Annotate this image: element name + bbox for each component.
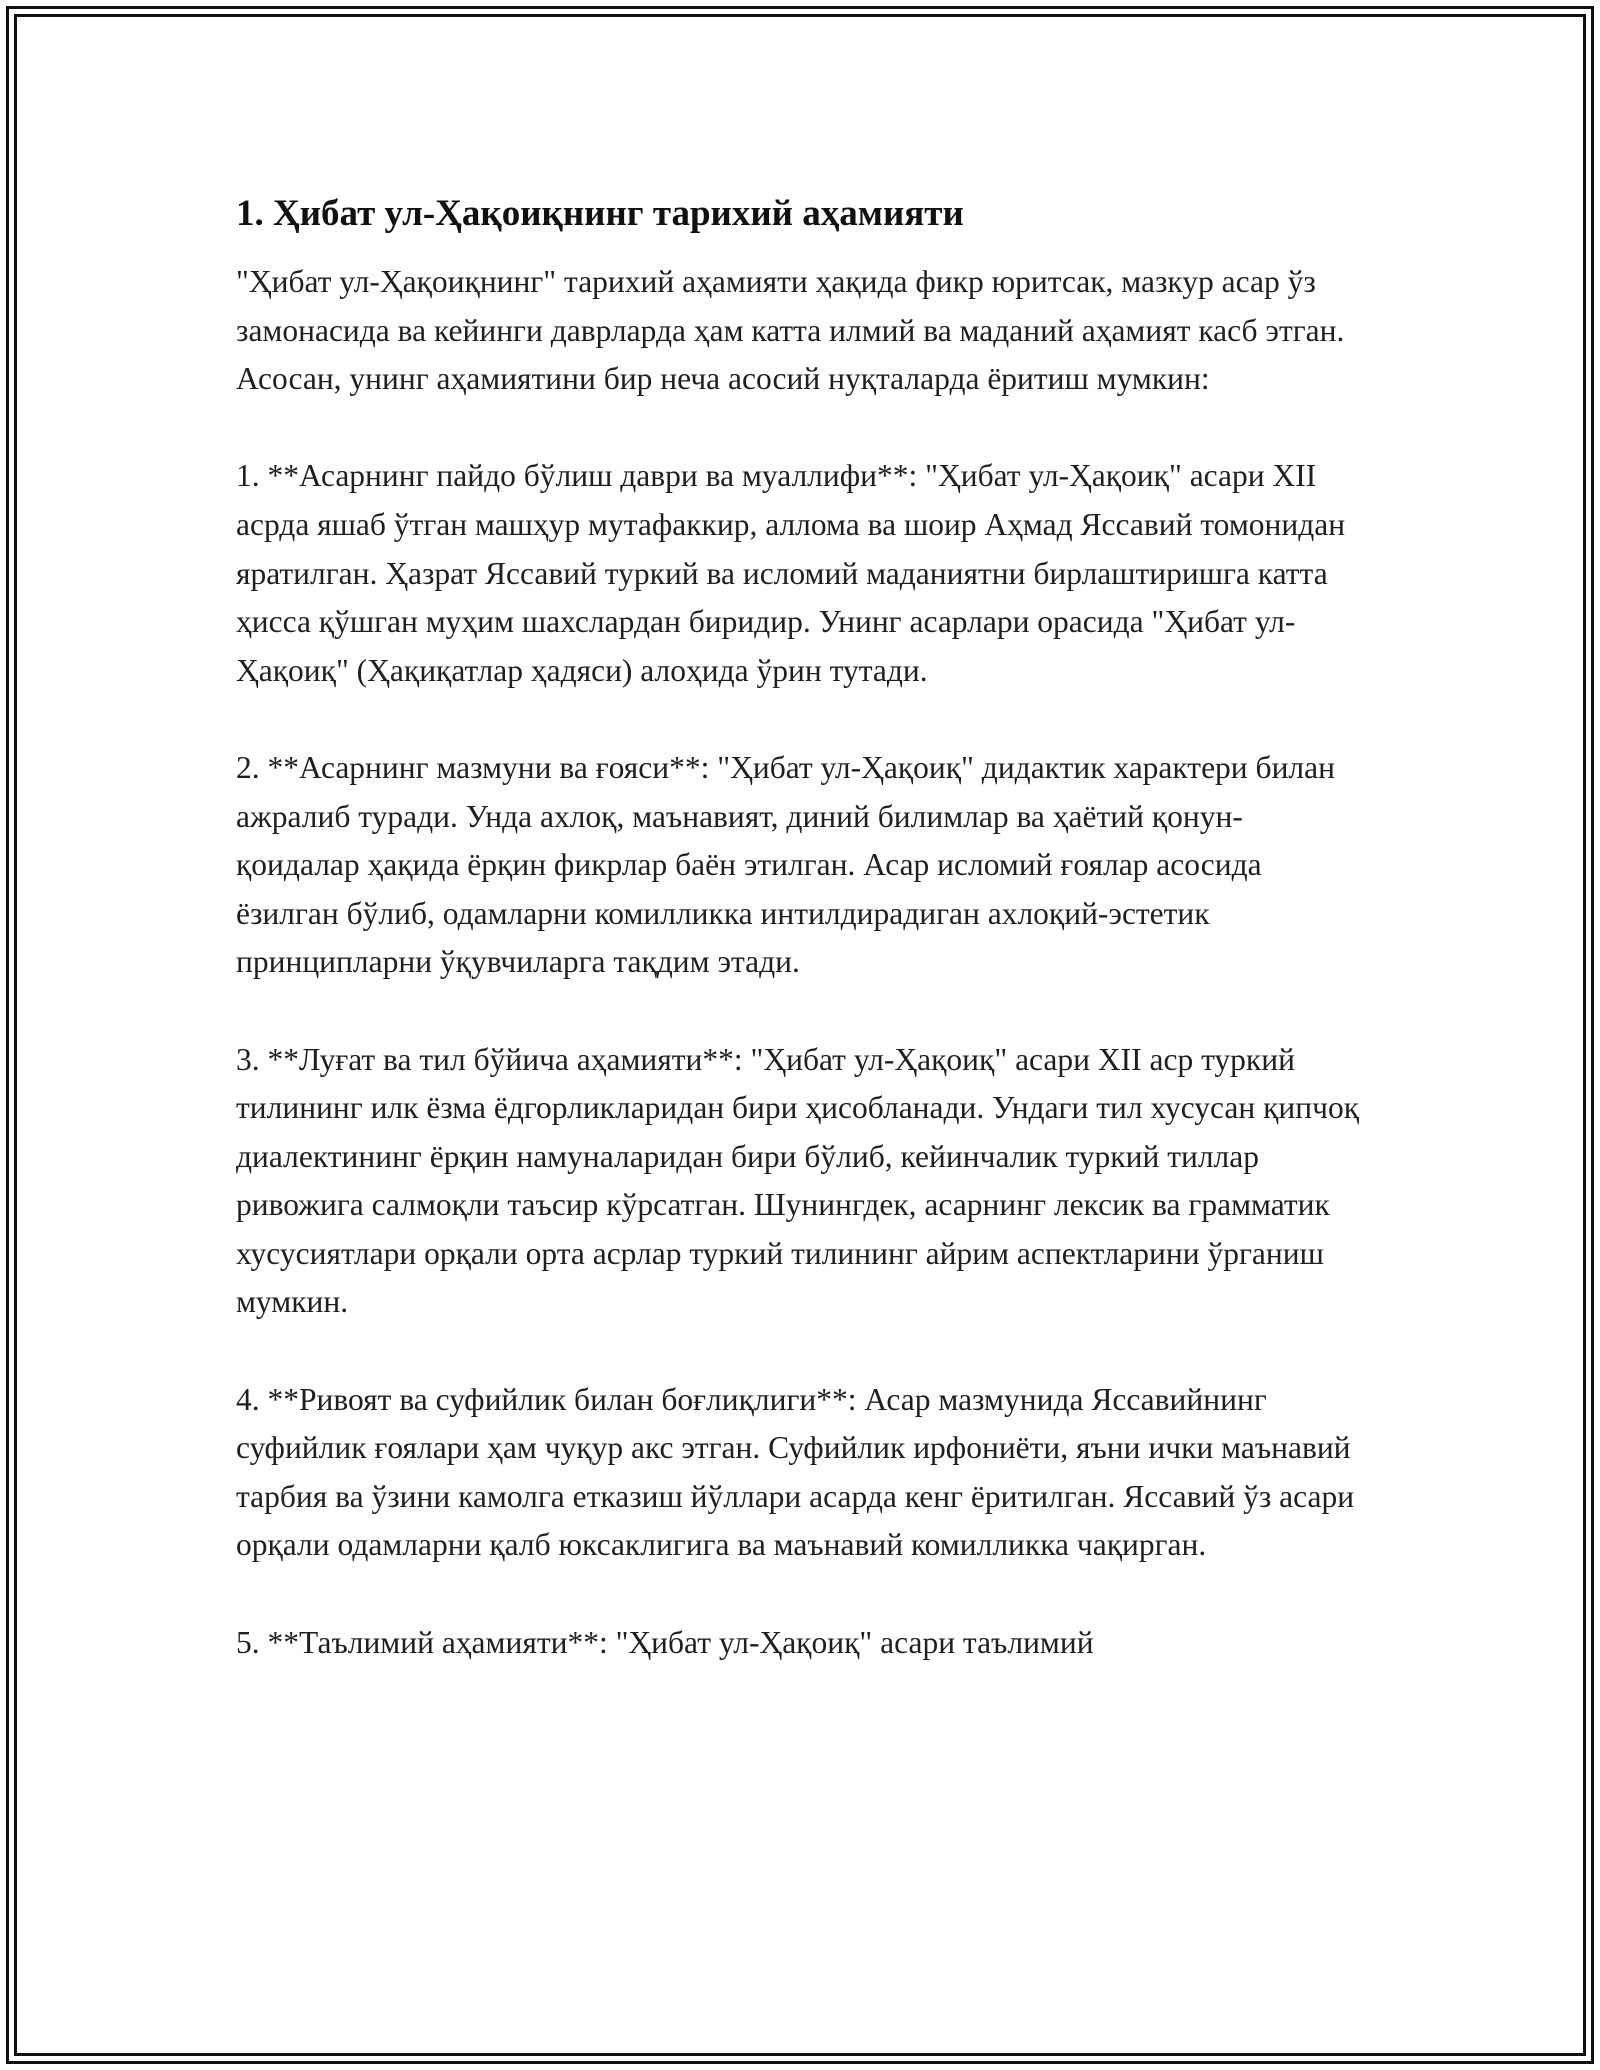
- list-item-4: 4. **Ривоят ва суфийлик билан боғлиқлиги**: Асар мазмунида Яссавийнинг суфийлик ғоялари ҳам чуқур акс этган. Суфийлик ирфониёти, яъни ички маънавий тарбия ва ўзини камолга етказиш йўллари асарда кенг ёритилган. Яссавий ўз асари орқали одамларни қалб юксаклигига ва маънавий комилликка чақирган.: [236, 1381, 1355, 1563]
- list-item-5: 5. **Таълимий аҳамияти**: "Ҳибат ул-Ҳақоиқ" асари таълимий: [236, 1624, 1094, 1660]
- section-heading: 1. Ҳибат ул-Ҳақоиқнинг тарихий аҳамияти: [236, 193, 964, 234]
- list-item-3: 3. **Луғат ва тил бўйича аҳамияти**: "Ҳибат ул-Ҳақоиқ" асари XII аср туркий тилининг илк ёзма ёдгорликларидан бири ҳисобланади. Ундаги тил хусусан қипчоқ диалектининг ёрқин намуналаридан бири бўлиб, кейинчалик туркий тиллар ривожига салмоқли таъсир кўрсатган. Шунингдек, асарнинг лексик ва грамматик хусусиятлари орқали орта асрлар туркий тилининг айрим аспектларини ўрганиш мумкин.: [236, 1041, 1360, 1320]
- intro-paragraph: "Ҳибат ул-Ҳақоиқнинг" тарихий аҳамияти ҳақида фикр юритсак, мазкур асар ўз замонасида ва кейинги даврларда ҳам катта илмий ва маданий аҳамият касб этган. Асосан, унинг аҳамиятини бир неча асосий нуқталарда ёритиш мумкин:: [236, 264, 1345, 397]
- list-item-1: 1. **Асарнинг пайдо бўлиш даври ва муаллифи**: "Ҳибат ул-Ҳақоиқ" асари XII асрда яшаб ўтган машҳур мутафаккир, аллома ва шоир Аҳмад Яссавий томонидан яратилган. Ҳазрат Яссавий туркий ва исломий маданиятни бирлаштиришга катта ҳисса қўшган муҳим шахслардан биридир. Унинг асарлари орасида "Ҳибат ул-Ҳақоиқ" (Ҳақиқатлар ҳадяси) алоҳида ўрин тутади.: [236, 458, 1346, 688]
- list-item-2: 2. **Асарнинг мазмуни ва ғояси**: "Ҳибат ул-Ҳақоиқ" дидактик характери билан ажралиб туради. Унда ахлоқ, маънавият, диний билимлар ва ҳаётий қонун-қоидалар ҳақида ёрқин фикрлар баён этилган. Асар исломий ғоялар асосида ёзилган бўлиб, одамларни комилликка интилдирадиган ахлоқий-эстетик принципларни ўқувчиларга тақдим этади.: [236, 749, 1335, 980]
- document-body: [236, 190, 1366, 1716]
